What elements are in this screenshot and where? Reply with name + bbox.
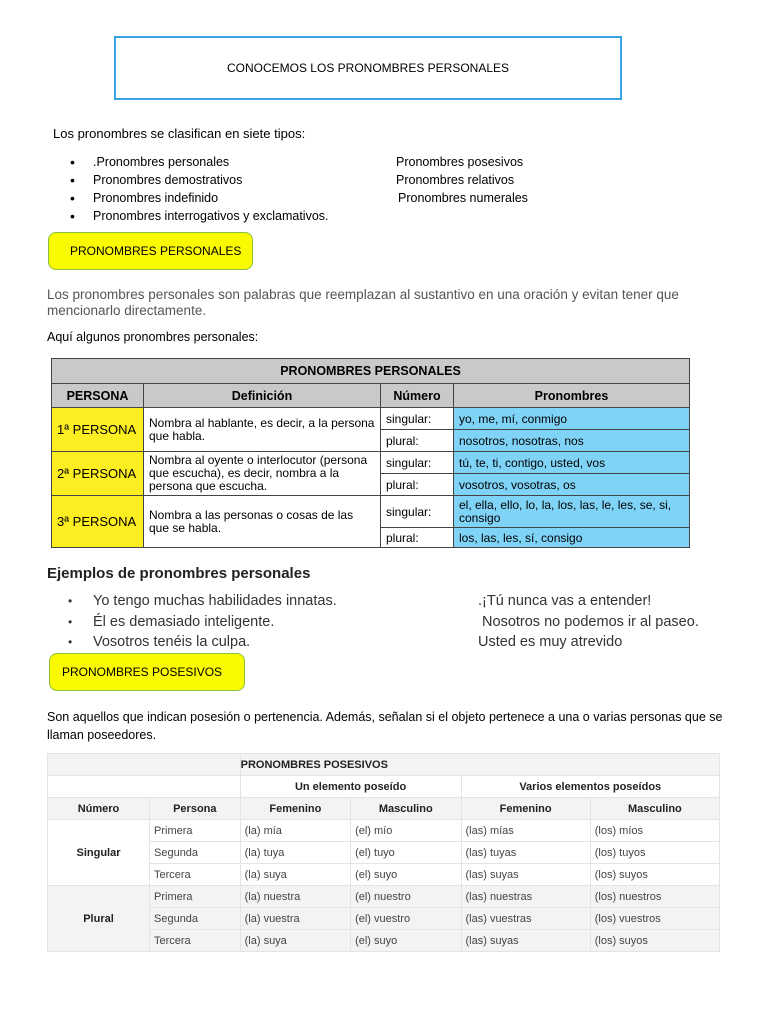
column-header: Número bbox=[48, 798, 150, 820]
number-cell: singular: bbox=[381, 452, 454, 474]
number-cell: Singular bbox=[48, 820, 150, 886]
persona-cell: 3ª PERSONA bbox=[52, 496, 144, 548]
definition-cell: Nombra al hablante, es decir, a la persona que habla. bbox=[144, 408, 381, 452]
definition-cell: Nombra a las personas o cosas de las que se habla. bbox=[144, 496, 381, 548]
list-item: • Pronombres indefinido Pronombres numerales bbox=[70, 190, 528, 206]
pronoun-types-list bbox=[70, 153, 528, 225]
list-item: • Vosotros tenéis la culpa. Usted es muy atrevido bbox=[68, 632, 699, 653]
table-row: Segunda (la) tuya (el) tuyo (las) tuyas (los) tuyos bbox=[48, 842, 720, 864]
table-row: Singular Primera (la) mía (el) mío (las) mías (los) míos bbox=[48, 820, 720, 842]
group-header: Varios elementos poseídos bbox=[461, 776, 720, 798]
page-title: CONOCEMOS LOS PRONOMBRES PERSONALES bbox=[226, 61, 510, 75]
possessive-pronouns-table bbox=[47, 753, 720, 952]
examples-list bbox=[68, 591, 699, 653]
pronouns-cell: los, las, les, sí, consigo bbox=[454, 528, 690, 548]
section2-description: Son aquellos que indican posesión o pertenencia. Además, señalan si el objeto pertenece a una o varias personas que se llaman poseedores. bbox=[47, 710, 723, 742]
definition-cell: Nombra al oyente o interlocutor (persona que escucha), es decir, nombra a la persona que escucha. bbox=[144, 452, 381, 496]
column-header: Masculino bbox=[351, 798, 461, 820]
list-item: • Él es demasiado inteligente. Nosotros no podemos ir al paseo. bbox=[68, 612, 699, 633]
section-label-personales: PRONOMBRES PERSONALES bbox=[48, 232, 253, 270]
number-cell: singular: bbox=[381, 496, 454, 528]
bullet-icon: • bbox=[70, 154, 75, 170]
bullet-icon: • bbox=[68, 594, 73, 608]
table-row: Tercera (la) suya (el) suyo (las) suyas (los) suyos bbox=[48, 864, 720, 886]
title-box bbox=[114, 36, 622, 100]
table-row: Plural Primera (la) nuestra (el) nuestro (las) nuestras (los) nuestros bbox=[48, 886, 720, 908]
pronouns-cell: vosotros, vosotras, os bbox=[454, 474, 690, 496]
column-header: Femenino bbox=[240, 798, 350, 820]
number-cell: plural: bbox=[381, 528, 454, 548]
pronouns-cell: yo, me, mí, conmigo bbox=[454, 408, 690, 430]
table-row: Tercera (la) suya (el) suyo (las) suyas (los) suyos bbox=[48, 930, 720, 952]
column-header: PERSONA bbox=[52, 384, 144, 408]
section-label-posesivos: PRONOMBRES POSESIVOS bbox=[49, 653, 245, 691]
number-cell: singular: bbox=[381, 408, 454, 430]
examples-intro: Aquí algunos pronombres personales: bbox=[47, 330, 259, 344]
column-header: Persona bbox=[150, 798, 241, 820]
number-cell: plural: bbox=[381, 430, 454, 452]
column-header: Definición bbox=[144, 384, 381, 408]
intro-text: Los pronombres se clasifican en siete tipos: bbox=[53, 126, 306, 141]
pronouns-cell: nosotros, nosotras, nos bbox=[454, 430, 690, 452]
column-header: Masculino bbox=[590, 798, 719, 820]
number-cell: plural: bbox=[381, 474, 454, 496]
personal-pronouns-table bbox=[51, 358, 691, 550]
column-header: Femenino bbox=[461, 798, 590, 820]
bullet-icon: • bbox=[68, 614, 73, 629]
table-row: Segunda (la) vuestra (el) vuestro (las) vuestras (los) vuestros bbox=[48, 908, 720, 930]
bullet-icon: • bbox=[68, 635, 73, 649]
persona-cell: 1ª PERSONA bbox=[52, 408, 144, 452]
list-item: • Pronombres interrogativos y exclamativos. bbox=[70, 208, 329, 224]
group-header: Un elemento poseído bbox=[240, 776, 461, 798]
bullet-icon: • bbox=[70, 190, 75, 206]
persona-cell: 2ª PERSONA bbox=[52, 452, 144, 496]
table-title: PRONOMBRES PERSONALES bbox=[52, 359, 690, 384]
column-header: Pronombres bbox=[454, 384, 690, 408]
list-item: • Pronombres demostrativos Pronombres relativos bbox=[70, 172, 515, 188]
section1-description: Los pronombres personales son palabras que reemplazan al sustantivo en una oración y evitan tener que mencionarlo directamente. bbox=[47, 287, 679, 318]
examples-heading: Ejemplos de pronombres personales bbox=[47, 565, 311, 582]
table-title: PRONOMBRES POSESIVOS bbox=[240, 754, 719, 776]
pronouns-cell: el, ella, ello, lo, la, los, las, le, les, se, si, consigo bbox=[454, 496, 690, 528]
bullet-icon: • bbox=[70, 208, 75, 224]
pronouns-cell: tú, te, ti, contigo, usted, vos bbox=[454, 452, 690, 474]
column-header: Número bbox=[381, 384, 454, 408]
list-item: • .Pronombres personales Pronombres posesivos bbox=[70, 154, 524, 170]
number-cell: Plural bbox=[48, 886, 150, 952]
list-item: • Yo tengo muchas habilidades innatas. .¡Tú nunca vas a entender! bbox=[68, 591, 699, 612]
bullet-icon: • bbox=[70, 172, 75, 188]
